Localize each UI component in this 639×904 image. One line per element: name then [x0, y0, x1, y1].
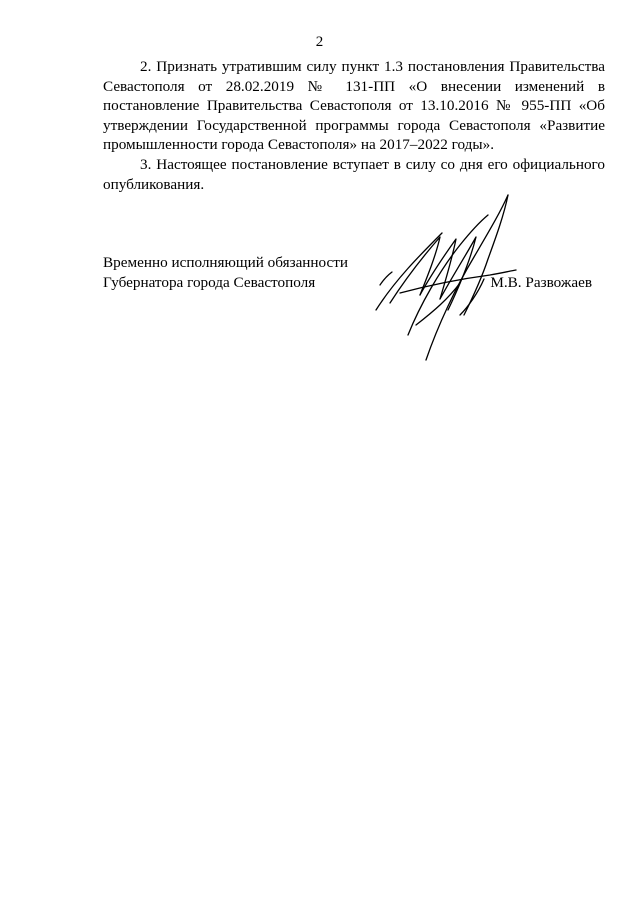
- page-number: 2: [315, 34, 324, 50]
- signature-stroke: [420, 239, 456, 299]
- signature-stroke: [390, 237, 440, 303]
- signer-name: М.В. Развожаев: [490, 274, 592, 291]
- paragraph-2: 2. Признать утратившим силу пункт 1.3 постановления Правительства Севастополя от 28.02.2019 № 131-ПП «О внесении изменений в постановление Правительства Севастополя от 13.10.2016 № 955-ПП «Об утверждении Государственной программы города Севастополя «Развитие промышленности города Севастополя» на 2017–2022 годы».: [103, 58, 605, 154]
- signature-stroke: [380, 272, 392, 285]
- signer-title-line-1: Временно исполняющий обязанности: [103, 254, 349, 271]
- paragraph-3: 3. Настоящее постановление вступает в силу со дня его официального опубликования.: [103, 155, 605, 193]
- signature-stroke: [408, 215, 488, 335]
- handwritten-signature: [360, 175, 540, 375]
- document-body: [103, 57, 605, 194]
- signature-stroke: [426, 195, 508, 360]
- signature-stroke: [376, 233, 442, 310]
- signer-title-line-2: Губернатора города Севастополя: [103, 273, 316, 291]
